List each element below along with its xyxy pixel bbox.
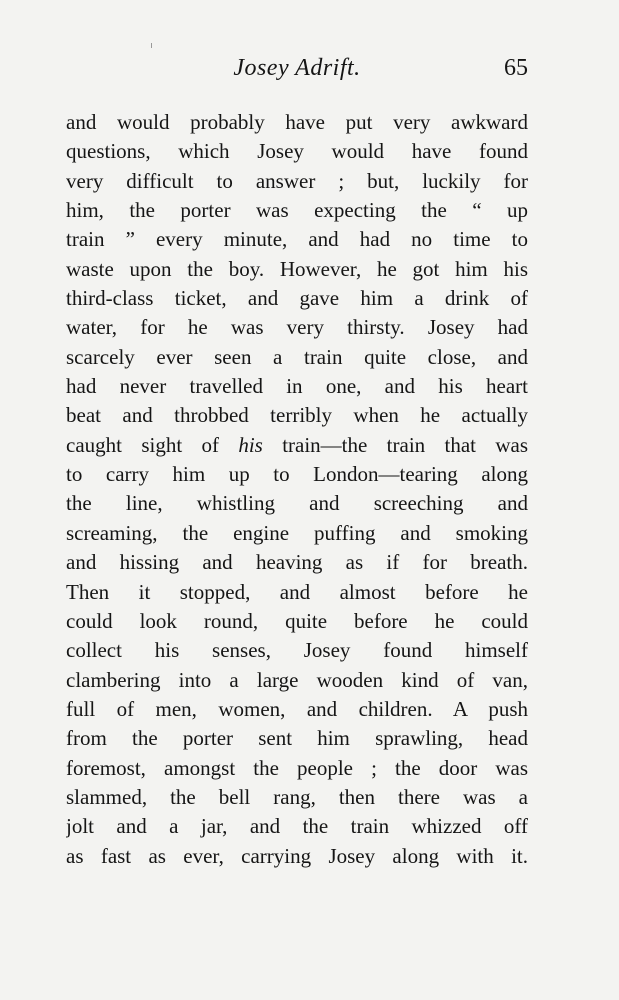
text-line: train ” every minute, and had no time to <box>66 227 528 252</box>
text-line: from the porter sent him sprawling, head <box>66 726 528 751</box>
text-line: questions, which Josey would have found <box>66 139 528 164</box>
page-header <box>66 55 528 87</box>
text-line: beat and throbbed terribly when he actually <box>66 403 528 428</box>
text-line: and hissing and heaving as if for breath. <box>66 550 528 575</box>
body-text <box>66 108 528 871</box>
text-line: as fast as ever, carrying Josey along with it. <box>66 843 528 868</box>
text-line: very difficult to answer ; but, luckily for <box>66 168 528 193</box>
text-line: clambering into a large wooden kind of van, <box>66 667 528 692</box>
text-line: waste upon the boy. However, he got him his <box>66 256 528 281</box>
text-line: foremost, amongst the people ; the door was <box>66 755 528 780</box>
text-line: slammed, the bell rang, then there was a <box>66 784 528 809</box>
text-line: could look round, quite before he could <box>66 608 528 633</box>
text-line: third-class ticket, and gave him a drink of <box>66 286 528 311</box>
text-line: the line, whistling and screeching and <box>66 491 528 516</box>
text-line: Then it stopped, and almost before he <box>66 579 528 604</box>
text-line: caught sight of his train—the train that was <box>66 432 528 457</box>
page-number: 65 <box>504 55 528 81</box>
running-title: Josey Adrift. <box>233 55 361 81</box>
text-line: water, for he was very thirsty. Josey had <box>66 315 528 340</box>
text-line: jolt and a jar, and the train whizzed off <box>66 814 528 839</box>
scan-speck <box>151 43 152 48</box>
text-line: scarcely ever seen a train quite close, and <box>66 344 528 369</box>
text-line: and would probably have put very awkward <box>66 110 528 134</box>
text-line: collect his senses, Josey found himself <box>66 638 528 663</box>
text-line: full of men, women, and children. A push <box>66 696 528 721</box>
text-line: to carry him up to London—tearing along <box>66 462 528 487</box>
text-line: screaming, the engine puffing and smoking <box>66 520 528 545</box>
text-line: him, the porter was expecting the “ up <box>66 198 528 223</box>
text-line: had never travelled in one, and his heart <box>66 374 528 399</box>
